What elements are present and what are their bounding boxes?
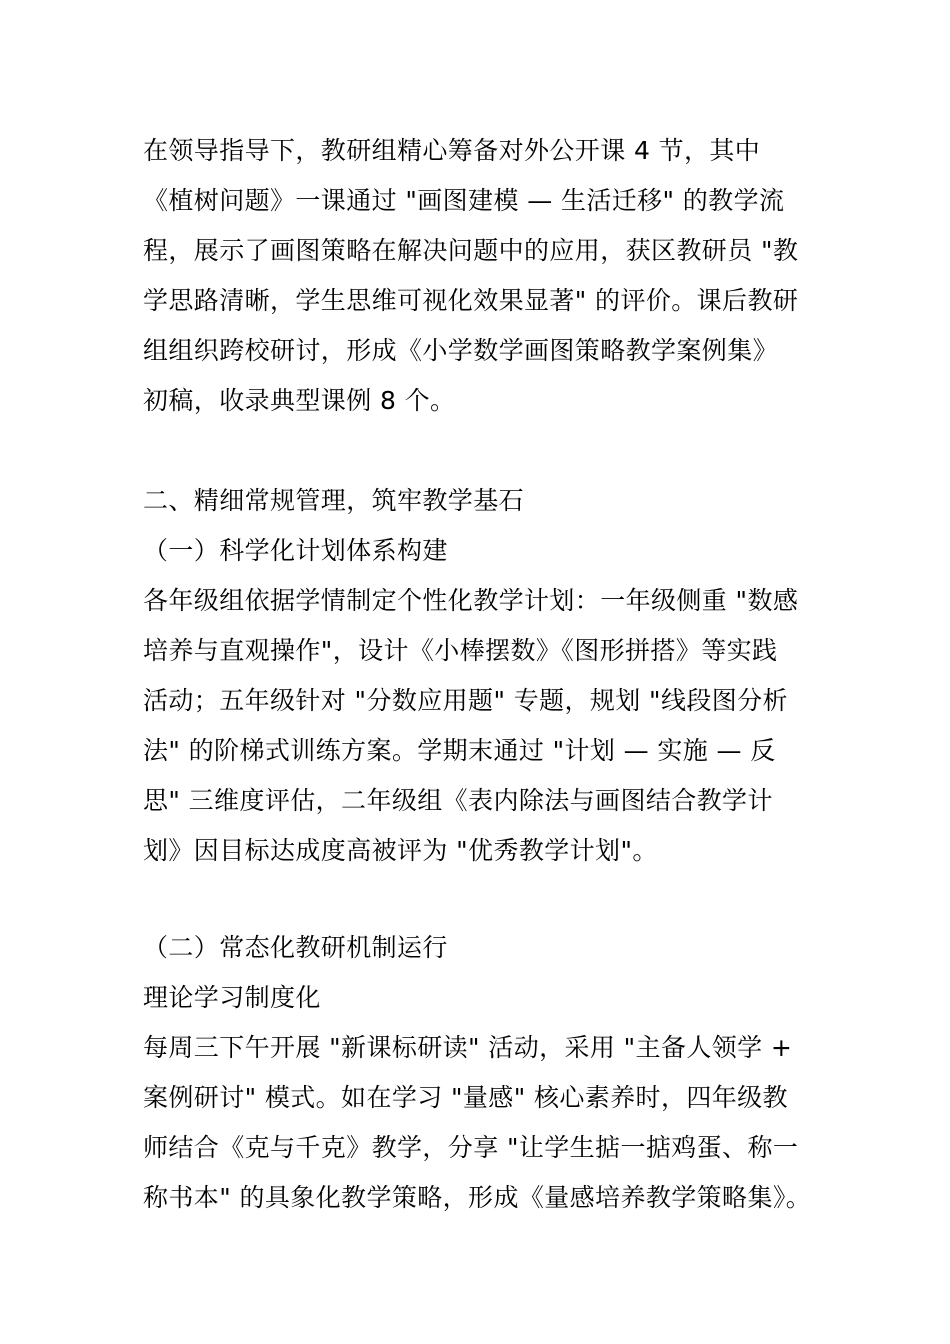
paragraph-line: 组组织跨校研讨，形成《小学数学画图策略教学案例集》 xyxy=(143,336,779,365)
section-heading: 二、精细常规管理，筑牢教学基石 xyxy=(143,486,525,515)
intro-paragraph xyxy=(143,126,833,426)
subsection-heading: （一）科学化计划体系构建 xyxy=(143,536,448,565)
paragraph-line: 各年级组依据学情制定个性化教学计划：一年级侧重 "数感 xyxy=(143,586,799,615)
paragraph-line: 每周三下午开展 "新课标研读" 活动，采用 "主备人领学 + xyxy=(143,1033,793,1062)
item-heading: 理论学习制度化 xyxy=(143,983,321,1012)
paragraph-line: 法" 的阶梯式训练方案。学期末通过 "计划 — 实施 — 反 xyxy=(143,736,776,765)
paragraph-line: 师结合《克与千克》教学，分享 "让学生掂一掂鸡蛋、称一 xyxy=(143,1133,799,1162)
subsection-2 xyxy=(143,923,833,1223)
section-2 xyxy=(143,476,833,876)
paragraph-line: 划》因目标达成度高被评为 "优秀教学计划"。 xyxy=(143,836,658,865)
paragraph-line: 学思路清晰，学生思维可视化效果显著" 的评价。课后教研 xyxy=(143,286,799,315)
paragraph-line: 程，展示了画图策略在解决问题中的应用，获区教研员 "教 xyxy=(143,236,799,265)
paragraph-line: 培养与直观操作"，设计《小棒摆数》《图形拼搭》等实践 xyxy=(143,636,778,665)
paragraph-line: 案例研讨" 模式。如在学习 "量感" 核心素养时，四年级教 xyxy=(143,1083,788,1112)
paragraph-line: 《植树问题》一课通过 "画图建模 — 生活迁移" 的教学流 xyxy=(143,186,785,215)
paragraph-line: 初稿，收录典型课例 8 个。 xyxy=(143,386,456,415)
subsection-heading: （二）常态化教研机制运行 xyxy=(143,933,448,962)
paragraph-line: 活动；五年级针对 "分数应用题" 专题，规划 "线段图分析 xyxy=(143,686,788,715)
paragraph-line: 在领导指导下，教研组精心筹备对外公开课 4 节，其中 xyxy=(143,136,761,165)
paragraph-line: 称书本" 的具象化教学策略，形成《量感培养教学策略集》。 xyxy=(143,1183,812,1212)
paragraph-line: 思" 三维度评估，二年级组《表内除法与画图结合教学计 xyxy=(143,786,773,815)
